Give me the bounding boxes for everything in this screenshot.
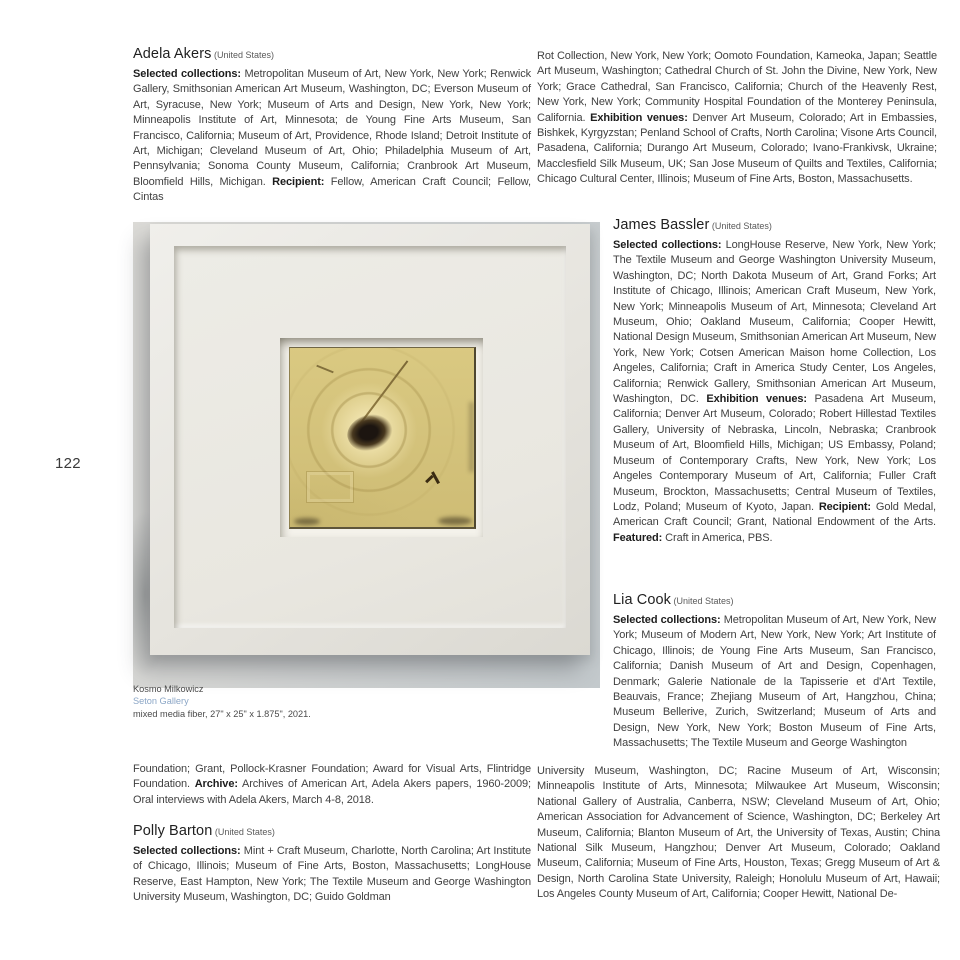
artist-name: Lia Cook	[613, 592, 672, 608]
artwork-faint-rectangle	[306, 471, 354, 503]
selected-collections-label: Selected collections:	[613, 614, 721, 626]
recipient-text: Fellow, American Craft Council; Fellow, Cintas	[133, 175, 532, 204]
barton-collections-paragraph	[133, 844, 531, 906]
artist-nationality: (United States)	[212, 827, 275, 837]
recipient-label: Recipient:	[272, 175, 325, 188]
artwork-photo	[133, 222, 600, 688]
artist-nationality: (United States)	[671, 596, 734, 606]
artist-nationality: (United States)	[211, 50, 275, 60]
artist-name-heading	[133, 823, 531, 841]
selected-collections-label: Selected collections:	[133, 68, 241, 80]
artwork-edge-shade	[469, 402, 474, 472]
entry-adela-akers-archive	[133, 762, 531, 808]
collections-text: Metropolitan Museum of Art, New York, New York; Renwick Gallery, Smithsonian American Art Museum, Washington, DC; Everson Museum of Art, Syracuse, New York; Museum of Arts and Design, New York, New York; Minneapolis Institute of Art, Minnesota; de Young Fine Arts Museum, San Francisco, California; Museum of Art, Providence, Rhode Island; Detroit Institute of Art, Michigan; Cleveland Museum of Art, Ohio; Philadelphia Museum of Art, Pennsylvania; Sonoma County Museum, California; Cranbrook Art Museum, Bloomfield Hills, Michigan.	[133, 68, 532, 188]
artist-nationality: (United States)	[709, 221, 772, 231]
akers-collections-paragraph	[133, 67, 531, 206]
artist-name: Polly Barton	[133, 823, 213, 839]
page-number: 122	[55, 455, 81, 472]
featured-label: Featured:	[613, 531, 663, 544]
entry-lia-cook-continuation	[537, 764, 940, 903]
artist-name-heading	[613, 217, 936, 235]
archive-label: Archive:	[194, 778, 238, 791]
exhibition-venues-label: Exhibition venues:	[590, 111, 688, 124]
artist-name: James Bassler	[613, 217, 710, 233]
collections-text: Mint + Craft Museum, Charlotte, North Carolina; Art Institute of Chicago, Illinois; Museum of Fine Arts, Boston, Massachusetts; LongHouse Reserve, East Hampton, New York; The Textile Museum and George Washington University Museum, Washington, DC; Guido Goldman	[133, 845, 531, 904]
exhibition-venues-text: Denver Art Museum, Colorado; Art in Embassies, Bishkek, Kyrgyzstan; Penland School of Crafts, North Carolina; Visone Arts Council, Pasadena, California; Durango Art Museum, Colorado; Ivano-Frankivsk, Ukraine; Macclesfield Silk Museum, UK; San Jose Museum of Quilts and Textiles, California; Chicago Cultural Center, Illinois; Museum of Fine Arts, Boston, Massachusetts.	[537, 111, 937, 186]
picture-frame	[150, 224, 590, 655]
cook-collections-paragraph	[613, 613, 936, 752]
exhibition-venues-text: Pasadena Art Museum, California; Denver Art Museum, Colorado; Robert Hillestad Textiles Gallery, University of Nebraska, Lincoln, Nebraska; Cranbrook Museum of Art, Bloomfield Hills, Michigan; US Embassy, Poland; Museum of Contemporary Crafts, New York, New York; Los Angeles Contemporary Museum of Art, California; Fuller Craft Museum, Brockton, Massachusetts; Central Museum of Textiles, Lodz, Poland; Museum of Kyoto, Japan.	[613, 393, 936, 513]
artwork-check-mark	[425, 470, 442, 486]
entry-adela-akers	[133, 46, 531, 206]
cook-collections-continuation-paragraph	[537, 764, 940, 903]
archive-text: Archives of American Art, Adela Akers papers, 1960-2009; Oral interviews with Adela Akers, March 4-8, 2018.	[133, 778, 531, 806]
collections-continuation-text: University Museum, Washington, DC; Racine Museum of Art, Wisconsin; Minneapolis Institute of Arts, Minnesota; Milwaukee Art Museum, Wisconsin; National Gallery of Australia, Canberra, NSW; Cleveland Museum of Art, Ohio; American Association for Advancement of Science, Washington, DC; Berkeley Art Museum, California; Blanton Museum of Art, the University of Texas, Austin; China National Silk Museum, Hangzhou; Denver Art Museum, Colorado; Oakland Museum, California; Museum of Fine Arts, Houston, Texas; Gregg Museum of Art & Design, North Carolina State University, Raleigh; Honolulu Museum of Art, Hawaii; Los Angeles County Museum of Art, California; Cooper Hewitt, National De-	[537, 765, 940, 901]
collections-text: LongHouse Reserve, New York, New York; The Textile Museum and George Washington University Museum, Washington, DC; North Dakota Museum of Art, Grand Forks; Art Institute of Chicago, Illinois; American Craft Museum, New York, New York; Minneapolis Museum of Art, Minnesota; Cleveland Art Museum, Ohio; Oakland Museum, California; Cooper Hewitt, National Design Museum, Smithsonian American Art Museum, New York, New York; Cotsen American Maison home Collection, Los Angeles, California; Craft in America Study Center, Los Angeles, California; Renwick Gallery, Smithsonian American Art Museum, Washington, DC.	[613, 239, 936, 406]
collections-text: Metropolitan Museum of Art, New York, New York; Museum of Modern Art, New York, New York; Art Institute of Chicago, Illinois; de Young Fine Arts Museum, San Francisco, California; Danish Museum of Art and Design, Copenhagen, Denmark; Galerie Nationale de la Tapisserie et d'Art Textile, Beauvais, France; Zhejiang Museum of Art, Hangzhou, China; Museum Bellerive, Zurich, Switzerland; Museum of Arts and Design, New York, New York; Boston Museum of Fine Arts, Massachusetts; The Textile Museum and George Washington	[613, 614, 936, 750]
selected-collections-label: Selected collections:	[133, 845, 241, 857]
bassler-paragraph	[613, 238, 936, 546]
entry-lia-cook	[613, 592, 936, 752]
artist-name-heading	[133, 46, 531, 64]
recipient-text: Gold Medal, American Craft Council; Grant, National Endowment of the Arts.	[613, 500, 936, 529]
entry-james-bassler	[613, 217, 936, 546]
recipient-continuation-text: Foundation; Grant, Pollock-Krasner Foundation; Award for Visual Arts, Flintridge Foundation.	[133, 763, 531, 791]
caption-title: Kosmo Milkowicz	[133, 684, 204, 694]
collections-continuation-text: Rot Collection, New York, New York; Oomoto Foundation, Kameoka, Japan; Seattle Art Museum, Washington; Cathedral Church of St. John the Divine, New York, New York; Grace Cathedral, San Francisco, California; Church of the Heavenly Rest, New York, New York; Community Hospital Foundation of the Monterey Peninsula, California.	[537, 50, 937, 124]
caption-details: mixed media fiber, 27" x 25" x 1.875", 2021.	[133, 708, 311, 719]
recipient-label: Recipient:	[818, 500, 871, 513]
akers-continuation-paragraph	[537, 49, 937, 188]
caption-gallery-link[interactable]: Seton Gallery	[133, 696, 189, 707]
mat-opening	[280, 338, 483, 537]
selected-collections-label: Selected collections:	[613, 239, 722, 251]
picture-mat	[174, 246, 566, 628]
artist-name: Adela Akers	[133, 46, 212, 62]
artwork-smudge-left	[294, 518, 320, 525]
artist-name-heading	[613, 592, 936, 610]
artwork-caption	[133, 683, 453, 720]
entry-adela-akers-continuation	[537, 49, 937, 188]
akers-archive-paragraph	[133, 762, 531, 808]
exhibition-venues-label: Exhibition venues:	[706, 393, 807, 406]
artwork-smudge-right	[438, 517, 472, 525]
entry-polly-barton	[133, 823, 531, 906]
featured-text: Craft in America, PBS.	[662, 531, 773, 544]
fiber-artwork	[289, 347, 476, 529]
